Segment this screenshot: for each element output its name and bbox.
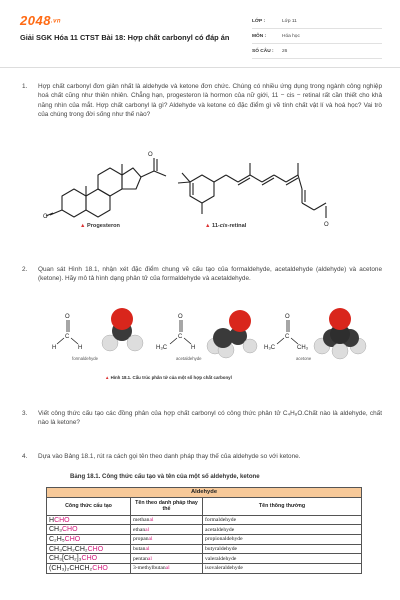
question-number: 1. xyxy=(22,83,28,90)
ring-b xyxy=(86,189,110,217)
label-acetaldehyde: acetaldehyde xyxy=(176,356,202,361)
svg-text:CH₃: CH₃ xyxy=(297,345,309,351)
meta-value: Hóa học xyxy=(282,33,300,39)
table-row xyxy=(47,515,362,525)
svg-text:C: C xyxy=(178,334,183,340)
table-row xyxy=(47,554,362,564)
svg-text:O: O xyxy=(148,152,153,158)
svg-text:H: H xyxy=(52,345,57,351)
question-text: Viết công thức cấu tạo các đồng phân của hợp chất carbonyl có công thức phân tử C₄H₈O.Chất nào là aldehyde, chất nào là ketone? xyxy=(38,410,382,427)
site-logo[interactable]: 2048.vn xyxy=(20,13,62,28)
svg-text:O: O xyxy=(43,214,48,220)
table-band-aldehyde: Aldehyde xyxy=(47,488,362,498)
svg-text:C: C xyxy=(285,334,290,340)
cell-formula: CH₃CH₂CH₂CHO xyxy=(47,544,131,554)
retinal-ring xyxy=(190,175,214,203)
svg-text:O: O xyxy=(324,222,329,228)
question-3 xyxy=(22,409,382,428)
question-1 xyxy=(22,82,382,119)
caption-figure-18-1: ▲ Hình 18.1. Cấu trúc phân tử của một số hợp chất carbonyl xyxy=(105,375,232,380)
question-2 xyxy=(22,265,382,284)
caption-progesteron: ▲ Progesteron xyxy=(80,223,120,229)
cell-substitutive-name: ethanal xyxy=(131,525,203,535)
meta-key: SỐ CÂU : xyxy=(252,48,274,54)
table-row xyxy=(47,544,362,554)
question-text: Dựa vào Bảng 18.1, rút ra cách gọi tên theo danh pháp thay thế của aldehyde so với ketone. xyxy=(38,453,301,460)
svg-text:H₃C: H₃C xyxy=(264,345,276,351)
question-number: 3. xyxy=(22,410,28,417)
ring-d xyxy=(122,168,141,189)
label-acetone: acetone xyxy=(296,356,312,361)
question-text: Hợp chất carbonyl đơn giản nhất là aldehyde và ketone đơn chức. Chúng có nhiều ứng dụng trong ngành công nghiệp hoá chất cũng như thiên nhiên. Chẳng hạn, progesteron là hormon của nữ giới, 11 − cis − retinal rất cần thiết cho khả năng nhìn của mắt. Hợp chất carbonyl là gì? Aldehyde và ketone có đặc điểm gì về tính chất vật lí và hoá học? Vai trò của chúng trong đời sống như thế nào? xyxy=(38,83,382,118)
svg-text:C: C xyxy=(65,334,70,340)
meta-row-count xyxy=(252,44,382,59)
cell-formula: CH₃CHO xyxy=(47,525,131,535)
table-aldehyde-names xyxy=(46,487,362,574)
cell-formula: CH₃[CH₂]₃CHO xyxy=(47,554,131,564)
question-4 xyxy=(22,452,382,461)
meta-row-grade xyxy=(252,14,382,29)
cell-substitutive-name: pentanal xyxy=(131,554,203,564)
meta-row-subject xyxy=(252,29,382,44)
cell-substitutive-name: butanal xyxy=(131,544,203,554)
table-row xyxy=(47,535,362,545)
table-row xyxy=(47,564,362,574)
table-header: Công thức cấu tạo xyxy=(47,497,131,515)
question-number: 4. xyxy=(22,453,28,460)
meta-value: Lớp 11 xyxy=(282,18,297,24)
table-row xyxy=(47,525,362,535)
svg-text:O: O xyxy=(65,314,70,320)
label-formaldehyde: formaldehyde xyxy=(72,356,99,361)
cell-common-name: acetaldehyde xyxy=(203,525,362,535)
cell-formula: C₂H₅CHO xyxy=(47,535,131,545)
cell-formula: (CH₃)₂CHCH₂CHO xyxy=(47,564,131,574)
question-text: Quan sát Hình 18.1, nhận xét đặc điểm chung về cấu tạo của formaldehyde, acetaldehyde (aldehyde) và acetone (ketone). Hãy mô tả hình dạng phân tử của formaldehyde và acetaldehyde. xyxy=(38,266,382,283)
svg-text:H₃C: H₃C xyxy=(156,345,168,351)
cell-common-name: butyraldehyde xyxy=(203,544,362,554)
svg-text:H: H xyxy=(191,345,196,351)
cell-common-name: propionaldehyde xyxy=(203,535,362,545)
cell-common-name: isovaleraldehyde xyxy=(203,564,362,574)
table-header: Tên theo danh pháp thay thế xyxy=(131,497,203,515)
meta-key: LỚP : xyxy=(252,18,266,24)
meta-value: 26 xyxy=(282,48,288,54)
document-meta xyxy=(252,14,382,59)
table-title: Bảng 18.1. Công thức cấu tạo và tên của một số aldehyde, ketone xyxy=(70,473,260,480)
question-number: 2. xyxy=(22,266,28,273)
svg-text:H: H xyxy=(78,345,83,351)
document-title: Giải SGK Hóa 11 CTST Bài 18: Hợp chất carbonyl có đáp án xyxy=(20,33,230,42)
svg-text:O: O xyxy=(178,314,183,320)
cell-substitutive-name: methanal xyxy=(131,515,203,525)
ring-c xyxy=(98,168,122,196)
cell-common-name: formaldehyde xyxy=(203,515,362,525)
svg-text:O: O xyxy=(285,314,290,320)
cell-substitutive-name: 3-methylbutanal xyxy=(131,564,203,574)
cell-common-name: valeraldehyde xyxy=(203,554,362,564)
caption-retinal: ▲ 11-cis-retinal xyxy=(205,223,247,229)
page-header xyxy=(0,0,400,68)
cell-substitutive-name: propanal xyxy=(131,535,203,545)
meta-key: MÔN : xyxy=(252,33,267,39)
ring-a xyxy=(62,189,86,217)
cell-formula: HCHO xyxy=(47,515,131,525)
table-header: Tên thông thường xyxy=(203,497,362,515)
